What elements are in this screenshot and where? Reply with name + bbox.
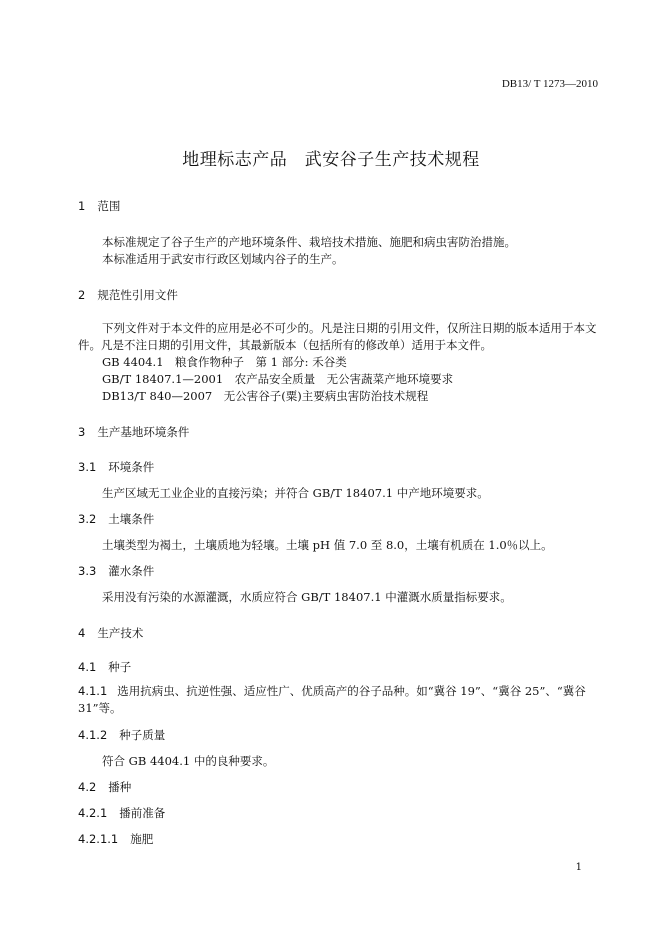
- section-title: 种子质量: [119, 728, 166, 742]
- section-number: 4.2.1.1: [78, 832, 119, 846]
- subsection-heading-4-1: [78, 659, 131, 675]
- section-number: 2: [78, 288, 86, 302]
- section-number: 4.1: [78, 660, 97, 674]
- section-number: 4: [78, 626, 86, 640]
- standard-number: DB13/ T 1273—2010: [501, 78, 598, 90]
- subsection-heading-4-2-1-1: [78, 831, 153, 847]
- paragraph: 本标准适用于武安市行政区划域内谷子的生产。: [102, 252, 344, 266]
- section-heading-2: [78, 287, 178, 303]
- section-heading-1: [78, 198, 120, 214]
- subsection-heading-3-1: [78, 459, 154, 475]
- reference-item: DB13/T 840—2007 无公害谷子(粟)主要病虫害防治技术规程: [102, 389, 429, 403]
- reference-item: GB 4404.1 粮食作物种子 第 1 部分: 禾谷类: [102, 355, 347, 369]
- clause-4-1-1: [78, 683, 598, 717]
- paragraph: 生产区域无工业企业的直接污染；并符合 GB/T 18407.1 中产地环境要求。: [102, 486, 489, 500]
- section-title: 播种: [108, 780, 132, 794]
- subsection-heading-4-2-1: [78, 805, 165, 821]
- section-number: 4.1.2: [78, 728, 108, 742]
- paragraph: 符合 GB 4404.1 中的良种要求。: [102, 754, 275, 768]
- clause-number: 4.1.1: [78, 684, 108, 698]
- page-number: 1: [575, 862, 582, 873]
- section-title: 生产技术: [97, 626, 144, 640]
- section-title: 施肥: [130, 832, 154, 846]
- clause-text: 选用抗病虫、抗逆性强、适应性广、优质高产的谷子品种。如“冀谷 19”、“冀谷 25”、“冀谷 31”等。: [78, 684, 586, 715]
- section-number: 4.2: [78, 780, 97, 794]
- section-number: 4.2.1: [78, 806, 108, 820]
- subsection-heading-4-1-2: [78, 727, 165, 743]
- section-number: 3: [78, 425, 86, 439]
- section-title: 规范性引用文件: [97, 288, 178, 302]
- reference-item: GB/T 18407.1—2001 农产品安全质量 无公害蔬菜产地环境要求: [102, 372, 454, 386]
- section-title: 生产基地环境条件: [97, 425, 190, 439]
- section-title: 土壤条件: [108, 512, 155, 526]
- section-number: 3.2: [78, 512, 97, 526]
- section-title: 播前准备: [119, 806, 166, 820]
- section-title: 灌水条件: [108, 564, 155, 578]
- document-title: 地理标志产品 武安谷子生产技术规程: [182, 150, 480, 170]
- paragraph: 下列文件对于本文件的应用是必不可少的。凡是注日期的引用文件，仅所注日期的版本适用于本文件。凡是不注日期的引用文件，其最新版本（包括所有的修改单）适用于本文件。: [78, 321, 597, 352]
- section-heading-4: [78, 625, 143, 641]
- section-number: 3.3: [78, 564, 97, 578]
- paragraph: 本标准规定了谷子生产的产地环境条件、栽培技术措施、施肥和病虫害防治措施。: [102, 235, 516, 249]
- subsection-heading-4-2: [78, 779, 131, 795]
- paragraph: 采用没有污染的水源灌溉，水质应符合 GB/T 18407.1 中灌溉水质量指标要求。: [102, 590, 512, 604]
- section-title: 种子: [108, 660, 132, 674]
- section-number: 1: [78, 199, 86, 213]
- section-number: 3.1: [78, 460, 97, 474]
- subsection-heading-3-3: [78, 563, 154, 579]
- section-title: 范围: [97, 199, 121, 213]
- subsection-heading-3-2: [78, 511, 154, 527]
- paragraph: 土壤类型为褐土，土壤质地为轻壤。土壤 pH 值 7.0 至 8.0，土壤有机质在 1.0％以上。: [102, 538, 553, 552]
- section-heading-3: [78, 424, 189, 440]
- section-title: 环境条件: [108, 460, 155, 474]
